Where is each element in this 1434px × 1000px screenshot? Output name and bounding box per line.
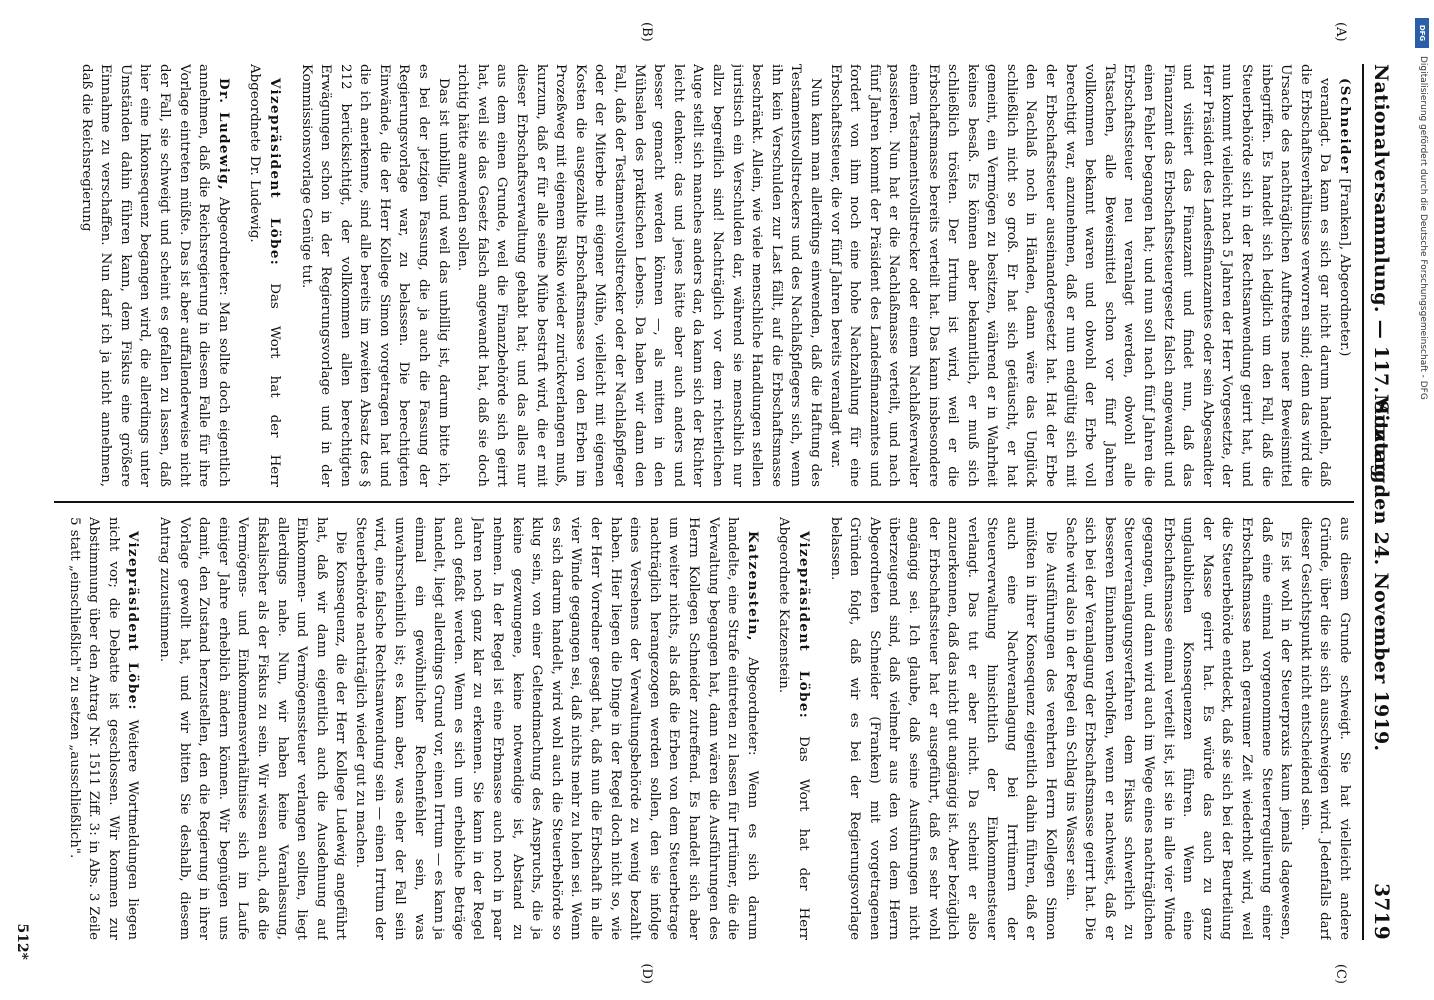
left-paragraph [245, 64, 284, 487]
right-paragraph: aus diesem Grunde schweigt. Sie hat vielleicht andere Gründe, über die sie sich ausschweigen wird. Jedenfalls darf dieser Gesichtspunkt nicht entscheidend sein. [1297, 516, 1352, 940]
speaker-name: Dr. Ludewig, [215, 78, 232, 192]
speech-text: Abgeordneter: Wenn es sich darum handelte, eine Strafe eintreten zu lassen für Irrtümer, die die Verwaltung begangen hat, dann wären die Ausführungen des Herrn Kollegen Schneider zutreffend. Es handelt sich aber um weiter nichts, als daß die Erben von dem Steuerbetrage nachträglich herangezogen werden sollen, den sie infolge eines Versehens der Verwaltungsbehörde zu wenig bezahlt haben. Hier liegen die Dinge in der Regel doch nicht so, wie der Herr Vorredner gesagt hat, daß nun die Erbschaft in alle vier Winde gegangen sei, daß nichts mehr zu holen sei. Wenn es sich darum handelt, wird wohl auch die Steuerbehörde so klug sein, von einer Geltendmachung des Anspruchs, die ja keine gezwungene, keine notwendige ist, Abstand zu nehmen. In der Regel ist eine Erbmasse auch noch in paar Jahren noch ganz klar zu erkennen. Sie kann in der Regel auch gefaßt werden. Wenn es sich um erhebliche Beträge handelt, liegt allerdings Grund vor, einen Irrtum — es kann ja einmal ein gewöhnlicher Rechenfehler sein, was unwahrscheinlich ist; es kann aber, was eher der Fall sein wird, eine falsche Rechtsanwendung sein — einen Irrtum der Steuerbehörde nachträglich wieder gut zu machen. [352, 516, 760, 940]
left-paragraph [1334, 64, 1354, 487]
right-paragraph [64, 517, 142, 940]
speaker-name: (Schneider [1337, 78, 1353, 175]
column-separator [54, 501, 1354, 503]
speech-text: [Franken], Abgeordneter.) [1337, 174, 1352, 357]
speaker-name: Vizepräsident Löbe: [125, 530, 142, 711]
right-column [54, 517, 1354, 940]
margin-marker-d: (D) [639, 963, 654, 984]
right-paragraph: Die Konsequenz, die der Herr Kollege Ludewig angeführt hat, daß wir dann eigentlich auch die Ausdehnung auf Einkommen- und Vermögenssteuer verlangen sollten, liegt allerdings nahe. Nun, wir haben keine Veranlassung, fiskalischer als der Fiskus zu sein. Wir wissen auch, daß die Vermögens- und Einkommensverhältnisse sich im Laufe einiger Jahre erheblich ändern können. Wir begnügen uns damit, den Zustand herzustellen, den die Regierung in ihrer Vorlage gewollt hat, und wir bitten Sie deshalb, diesem Antrag zuzustimmen. [156, 516, 349, 940]
speaker-name: Vizepräsident Löbe: [266, 78, 283, 267]
right-paragraph: Es ist wohl in der Steuerpraxis kaum jemals dagewesen, daß eine einmal vorgenommene Steuerregulierung einer Erbschaftsmasse nach geraumer Zeit wiederholt wird, weil die Steuerbehörde entdeckt, daß sie sich bei der Beurteilung der Masse geirrt hat. Es würde das auch zu ganz unglaublichen Konsequenzen führen. Wenn eine Erbschaftsmasse einmal verteilt ist, ist sie in alle vier Winde gegangen, und dann wird auch im Wege eines nachträglichen Steuerveranlagungsverfahren dem Fiskus schwerlich zu besseren Einnahmen verholfen, wenn er nachweist, daß er sich bei der Veranlagung der Erbschaftsmasse geirrt hat. Die Sache wird also in der Regel ein Schlag ins Wasser sein. [1062, 516, 1294, 940]
speech-text: Weitere Wortmeldungen liegen nicht vor; die Debatte ist geschlossen. Wir kommen zur Abstimmung über den Antrag Nr. 1511 Ziff. 3: in Abs. 3 Zeile 5 statt „einschließlich" zu setzen „ausschließlich". [66, 516, 141, 940]
left-column [54, 64, 1354, 487]
left-paragraph: veranlagt. Da kann es sich gar nicht darum handeln, daß die Erbschaftsverhältnisse verworren sind; denn das wird die Ursache des nachträglichen Auftretens neuer Beweismittel inbegriffen. Es handelt sich lediglich um den Fall, daß die Steuerbehörde sich in der Rechtsanwendung geirrt hat, und nun kommt vielleicht nach 5 Jahren der Herr Vorgesetzte, der Herr Präsident des Landesfinanzamtes oder sein Abgesandter und visitiert das Finanzamt und findet nun, daß das Finanzamt das Erbschaftssteuergesetz falsch angewandt und einen Fehler begangen hat; und nun soll nach fünf Jahren die Erbschaftssteuer neu veranlagt werden, obwohl alle Tatsachen, alle Beweismittel schon vor fünf Jahren vollkommen bekannt waren und obwohl der Erbe voll berechtigt war, anzunehmen, daß er nun endgültig sich mit der Erbschaftssteuer auseinandergesetzt hat. Hat der Erbe den Nachlaß noch in Händen, dann wäre das Unglück schließlich nicht so groß. Er hat sich getäuscht, er hat gemeint, ein Vermögen zu besitzen, während er in Wahrheit keines besaß. Es können aber bekanntlich, er muß sich schließlich trösten. Der Irrtum ist wird, weil er die Erbschaftsmasse bereits verteilt hat. Das kann insbesondere einem Testamentsvollstrecker oder einem Nachlaßverwalter passieren. Nun hat er die Nachlaßmasse verteilt, und nach fünf Jahren kommt der Präsident des Landesfinanzamtes und fordert von ihm noch eine hohe Nachzahlung für eine Erbschaftssteuer, die vor fünf Jahren bereits veranlagt war. [827, 64, 1333, 488]
digitization-sidebar [1414, 12, 1430, 988]
speaker-name: Vizepräsident Löbe: [795, 530, 812, 720]
digitization-credit: Digitalisierung gefördert durch die Deutsche Forschungsgemeinschaft - DFG [1418, 56, 1428, 400]
speech-text: Das Wort hat der Herr Abgeordnete Katzenstein. [776, 516, 811, 940]
page-header [1364, 64, 1398, 940]
header-date: Montag den 24. November 1919. [1370, 394, 1392, 752]
right-paragraph: Die Ausführungen des verehrten Herrn Kollegen Simon müßten in ihrer Konsequenz eigentlich dahin führen, daß er auch eine Nachveranlagung bei Irrtümern der Steuerverwaltung hinsichtlich der Einkommensteuer verlangt. Das tut er aber nicht. Da scheint er also anzuerkennen, daß das nicht gut angängig ist. Aber bezüglich der Erbschaftssteuer hat er ausgeführt, daß es sehr wohl angängig sei. Ich glaube, daß seine Ausführungen nicht überzeugend sind, daß vielmehr aus den von dem Herrn Abgeordneten Schneider (Franken) mit vorgetragenen Gründen folgt, daß wir es bei der Regierungsvorlage belassen. [827, 516, 1059, 940]
right-paragraph [774, 517, 813, 940]
header-page-number: 3719 [1370, 883, 1394, 940]
left-paragraph: Nun kann man allerdings einwenden, daß die Haftung des Testamentsvollstreckers und des Nachlaßpflegers sich, wenn ihn kein Verschulden zur Last fällt, auf die Erbschaftsmasse beschränkt. Allein, wie viele menschliche Handlungen stellen juristisch ein Verschulden dar, während sie menschlich nur allzu begreiflich sind! Nachträglich vor dem richterlichen Auge stellt sich manches anders dar, da kann sich der Richter leicht denken: das und jenes hätte aber auch anders und besser gemacht werden können —, als mitten in den Mühsalen des praktischen Lebens. Da haben wir dann den Fall, daß der Testamentsvollstrecker oder der Nachlaßpfleger oder der Miterbe mit eigener Mühe, vielleicht mit eigenen Kosten die ausgezahlte Erbschaftsmasse von den Erben im Prozeßweg mit eigenem Risiko wieder zurückverlangen muß, kurzum, daß er für alle seine Mühe bestraft wird, die er mit dieser Erbschaftsverwaltung gehabt hat; und das alles nur aus dem einen Grunde, weil die Finanzbehörde sich geirrt hat, weil sie das Gesetz falsch angewandt hat, daß sie doch richtig hätte anwenden sollen. [455, 64, 823, 488]
dfg-logo: DFG [1415, 18, 1429, 48]
header-left: Nationalversammlung. — 117. Sitzung. [1370, 64, 1392, 491]
speech-text: Abgeordneter: Man sollte doch eigentlich annehmen, daß die Reichsregierung in diesem Falle für ihre Vorlage eintreten müßte. Das ist aber auffallenderweise nicht der Fall, sie schweigt und scheint es gefallen zu lassen, daß hier eine Inkonsequenz begangen wird, die allerdings unter Umständen dahin führen kann, dem Fiskus eine größere Einnahme zu verschaffen. Nun darf ich ja nicht annehmen, daß die Reichsregierung [78, 64, 231, 488]
right-paragraph [350, 517, 761, 940]
text-columns [54, 22, 1354, 984]
left-paragraph: Das ist unbillig, und weil das unbillig ist, darum bitte ich, es bei der jetzigen Fassung, die ja auch die Fassung der Regierungsvorlage war, zu belassen. Die berechtigten Einwände, die der Herr Kollege Simon vorgetragen hat und die ich anerkenne, sind alle bereits im zweiten Absatz des § 212 berücksichtigt, der vollkommen allen berechtigten Erwägungen schon in der Regierungsvorlage und in der Kommissionsvorlage Genüge tut. [298, 64, 451, 488]
margin-marker-c: (C) [1333, 963, 1348, 984]
folio-number: 512* [14, 923, 30, 960]
speaker-name: Katzenstein, [744, 530, 761, 642]
left-paragraph [76, 64, 233, 487]
margin-marker-b: (B) [639, 22, 654, 42]
margin-marker-a: (A) [1333, 22, 1348, 42]
speech-text: Das Wort hat der Herr Abgeordnete Dr. Ludewig. [247, 64, 282, 488]
